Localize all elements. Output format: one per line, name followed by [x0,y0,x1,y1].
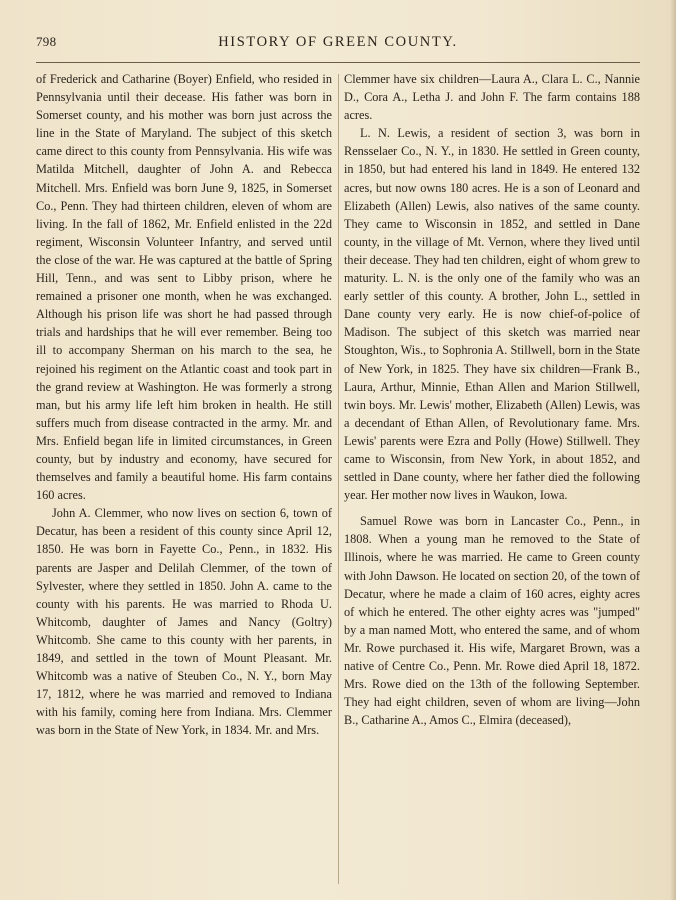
paragraph-enfield-continued: of Frederick and Catharine (Boyer) Enfield, who resided in Pennsylvania until their decease. His father was born in Somerset county, and his mother was born just across the line in the State of Maryland. The subject of this sketch came direct to this county from Pennsylvania. His wife was Matilda Mitchell, daughter of John A. and Rebecca Mitchell. Mrs. Enfield was born June 9, 1825, in Somerset Co., Penn. They had thirteen children, eleven of whom are living. In the fall of 1862, Mr. Enfield enlisted in the 22d regiment, Wisconsin Volunteer Infantry, and served until the close of the war. He was captured at the battle of Spring Hill, Tenn., and was sent to Libby prison, where he remained a prisoner one month, when he was exchanged. Although his prison life was short he had passed through trials and hardships that he will ever remember. Being too ill to accompany Sherman on his march to the sea, he rejoined his regiment on the Atlantic coast and took part in the grand review at Washington. He was formerly a strong man, but his army life left him broken in health. He still suffers much from disease contracted in the army. Mr. and Mrs. Enfield began life in limited circumstances, in Green county, but by industry and economy, have secured for themselves and family a beautiful home. His farm contains 160 acres. [36,72,332,503]
paragraph-rowe: Samuel Rowe was born in Lancaster Co., Penn., in 1808. When a young man he removed to the State of Illinois, where he was married. He came to Green county with John Dawson. He located on section 20, of the town of Decatur, where he made a claim of 160 acres, eighty acres of which he entered. The other eighty acres was "jumped" by a man named Mott, who entered the same, and of whom Mr. Rowe purchased it. His wife, Margaret Brown, was a native of Centre Co., Penn. Mr. Rowe died April 18, 1872. Mrs. Rowe died on the 13th of the following September. They had eight children, seven of whom are living—John B., Catharine A., Amos C., Elmira (deceased), [344,514,640,728]
right-column [344,70,640,729]
text-columns [36,70,640,890]
page-edge-shadow [670,0,676,900]
column-divider [338,74,339,884]
left-column [36,70,332,739]
paragraph-lewis: L. N. Lewis, a resident of section 3, was born in Rensselaer Co., N. Y., in 1830. He settled in Green county, in 1850, but had entered his land in 1849. He entered 132 acres, but now owns 180 acres. He is a son of Leonard and Elizabeth (Allen) Lewis, also natives of the same county. They came to Wisconsin in 1852, and settled in Dane county, in the village of Mt. Vernon, where they lived until their decease. They had ten children, eight of whom grew to maturity. L. N. is the only one of the family who was an early settler of this county. A brother, John L., settled in Dane county very early. He is now chief-of-police of Madison. The subject of this sketch was married near Stoughton, Wis., to Sophronia A. Stillwell, born in the State of New York, in 1825. They have six children—Frank B., Laura, Arthur, Minnie, Ethan Allen and Marion Stillwell, twin boys. Mr. Lewis' mother, Elizabeth (Allen) Lewis, was a decendant of Ethan Allen, of Revolutionary fame. Mrs. Lewis' parents were Ezra and Polly (Howe) Stillwell. They came to Wisconsin, from New York, in about 1852, and settled in Dane county, where her father died the following year. Her mother now lives in Waukon, Iowa. [344,126,640,503]
page-header [36,34,640,56]
paragraph-clemmer: John A. Clemmer, who now lives on section 6, town of Decatur, has been a resident of this county since April 12, 1850. He was born in Fayette Co., Penn., in 1832. His parents are Jasper and Delilah Clemmer, of the town of Sylvester, where they settled in 1850. John A. came to the county with his parents. He was married to Rhoda U. Whitcomb, daughter of James and Nancy (Goltry) Whitcomb. She came to this county with her parents, in 1849, and settled in the town of Mount Pleasant. Mr. Whitcomb was a native of Steuben Co., N. Y., born May 17, 1812, where he was married and removed to Indiana with his family, coming here from Indiana. Mrs. Clemmer was born in the State of New York, in 1834. Mr. and Mrs. [36,506,332,738]
header-rule [36,62,640,63]
paragraph-clemmer-continued: Clemmer have six children—Laura A., Clara L. C., Nannie D., Cora A., Letha J. and John F. The farm contains 188 acres. [344,72,640,123]
page-number: 798 [36,34,57,49]
running-head-title: HISTORY OF GREEN COUNTY. [218,34,458,50]
